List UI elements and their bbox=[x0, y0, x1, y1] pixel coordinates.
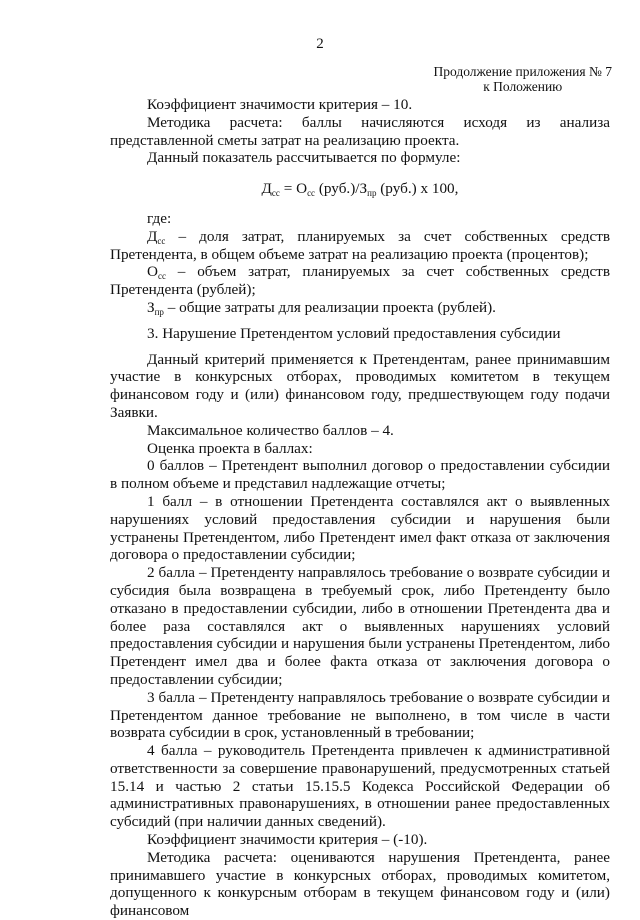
max-score-paragraph: Максимальное количество баллов – 4. bbox=[147, 421, 394, 439]
section-heading: 3. Нарушение Претендентом условий предоставления субсидии bbox=[147, 324, 561, 342]
appendix-header-line2: к Положению bbox=[483, 79, 563, 94]
criterion-scope-paragraph: Данный критерий применяется к Претендентам, ранее принимавшим участие в конкурсных отборах, проводимых комитетом в текущем финансовом году и (или) финансовом году, предшествующем году подачи Заявки. bbox=[110, 350, 610, 421]
violation-method-paragraph: Методика расчета: оцениваются нарушения Претендента, ранее принимавшего участие в конкурсных отборах, проводимых комитетом, допущенного к конкурсным отборам в текущем финансовом году и (или) финансовом bbox=[110, 848, 610, 920]
score-3-paragraph: 3 балла – Претенденту направлялось требование о возврате субсидии и Претендентом данное требование не выполнено, в том числе в части возврата субсидии в срок, установленный в требовании; bbox=[110, 688, 610, 742]
score-4-paragraph: 4 балла – руководитель Претендента привлечен к административной ответственности за совершение правонарушений, предусмотренных статьей 15.14 и частью 2 статьи 15.15.5 Кодекса Российской Федерации об административных правонарушениях, в отношении ранее предоставленных субсидий (при наличии данных сведений). bbox=[110, 742, 610, 831]
definition-dcc: $Д_{сс}$ – доля затрат, планируемых за счет собственных средств Претендента, в общем объеме затрат на реализацию проекта (процентов); bbox=[110, 227, 610, 263]
definition-zpr: $З_{пр}$ – общие затраты для реализации проекта (рублей). bbox=[147, 298, 496, 317]
criterion-weight-paragraph: Коэффициент значимости критерия – 10. bbox=[147, 96, 413, 113]
formula: $Д_{сс} = О_{сс}$ $(руб.)/З_{пр}$ (руб.) х 100, bbox=[261, 180, 459, 199]
score-0-paragraph: 0 баллов – Претендент выполнил договор о предоставлении субсидии в полном объеме и представил надлежащие отчеты; bbox=[110, 457, 610, 493]
definition-occ: $О_{сс}$ – объем затрат, планируемых за счет собственных средств Претендента (рублей); bbox=[110, 263, 610, 299]
appendix-header bbox=[433, 64, 612, 94]
method-paragraph: Методика расчета: баллы начисляются исходя из анализа представленной сметы затрат на реализацию проекта. bbox=[110, 113, 610, 149]
score-2-paragraph: 2 балла – Претенденту направлялось требование о возврате субсидии и субсидия была возвращена в требуемый срок, либо Претенденту было отказано в предоставлении субсидии, либо в отношении Претендента два и более раза составлялся акт о выявленных нарушениях условий предоставления субсидии и нарушения были устранены Претендентом, либо Претендент имел два и более факта отказа от заключения договора о предоставлении субсидии; bbox=[110, 564, 610, 688]
criterion-weight-negative-paragraph: Коэффициент значимости критерия – (-10). bbox=[147, 831, 428, 849]
score-1-paragraph: 1 балл – в отношении Претендента составлялся акт о выявленных нарушениях условий предоставления субсидии и нарушения были устранены Претендентом, либо Претендент имел факт отказа от заключения договора о предоставлении субсидии; bbox=[110, 492, 610, 564]
formula-intro-paragraph: Данный показатель рассчитывается по формуле: bbox=[147, 149, 461, 167]
appendix-header-line1: Продолжение приложения № 7 bbox=[433, 64, 612, 79]
where-label: где: bbox=[147, 209, 172, 227]
page-number: 2 bbox=[316, 36, 324, 52]
document-body bbox=[110, 96, 610, 920]
scoring-intro-paragraph: Оценка проекта в баллах: bbox=[147, 439, 313, 457]
